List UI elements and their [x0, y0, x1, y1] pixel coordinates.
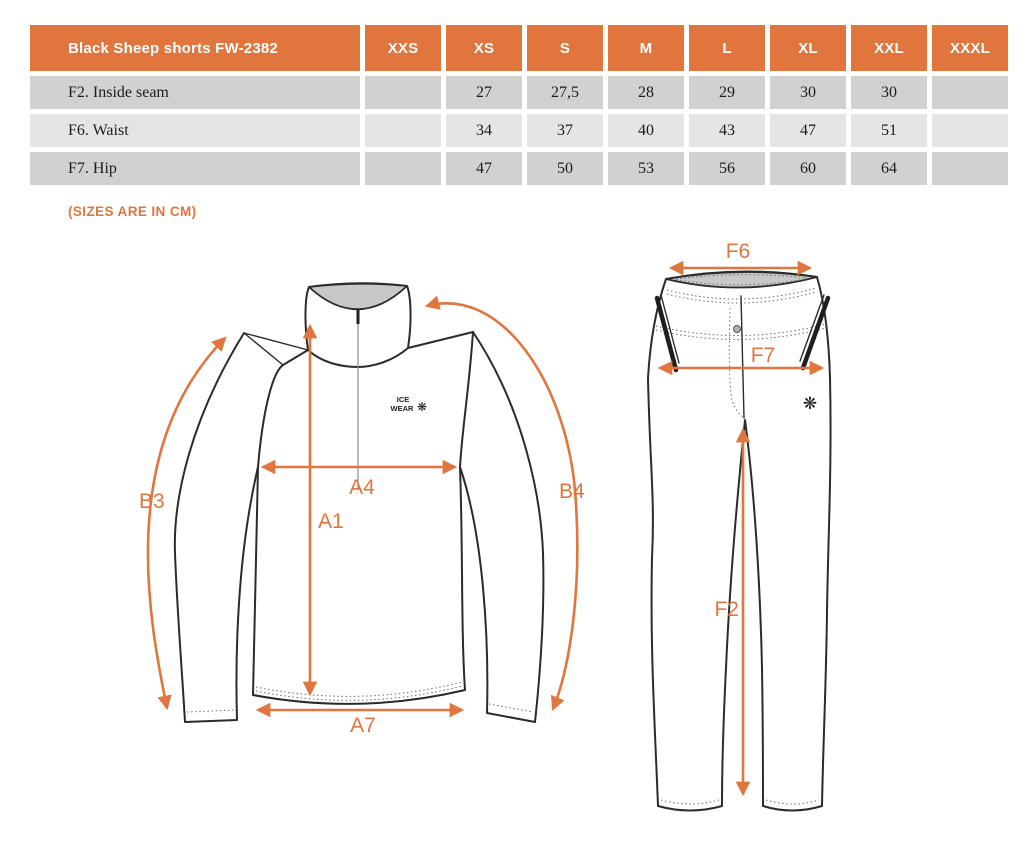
row-label-inside-seam: F2. Inside seam — [30, 76, 360, 109]
value-cell: 34 — [446, 114, 522, 147]
value-cell: 47 — [446, 152, 522, 185]
value-cell: 56 — [689, 152, 765, 185]
units-note: (SIZES ARE IN CM) — [68, 204, 197, 219]
measurement-label-a4: A4 — [349, 476, 375, 499]
value-cell — [932, 76, 1008, 109]
measurement-label-a1: A1 — [318, 510, 344, 533]
size-header-s: S — [527, 25, 603, 71]
value-cell: 50 — [527, 152, 603, 185]
size-header-xxxl: XXXL — [932, 25, 1008, 71]
shirt-body — [253, 332, 473, 704]
measurement-label-a7: A7 — [350, 714, 376, 737]
size-header-l: L — [689, 25, 765, 71]
value-cell: 37 — [527, 114, 603, 147]
value-cell — [932, 152, 1008, 185]
value-cell: 51 — [851, 114, 927, 147]
value-cell: 64 — [851, 152, 927, 185]
row-label-waist: F6. Waist — [30, 114, 360, 147]
value-cell — [365, 76, 441, 109]
value-cell: 43 — [689, 114, 765, 147]
value-cell: 28 — [608, 76, 684, 109]
row-label-hip: F7. Hip — [30, 152, 360, 185]
waist-button — [734, 326, 741, 333]
measurement-label-f7: F7 — [750, 344, 776, 367]
icewear-logo-line2: WEAR — [390, 404, 414, 413]
snowflake-icon: ❋ — [417, 400, 428, 414]
value-cell: 29 — [689, 76, 765, 109]
value-cell: 60 — [770, 152, 846, 185]
size-header-xxs: XXS — [365, 25, 441, 71]
size-header-xl: XL — [770, 25, 846, 71]
value-cell: 53 — [608, 152, 684, 185]
shirt-right-sleeve-outline — [460, 332, 543, 722]
shirt-left-sleeve-outline — [175, 333, 258, 722]
measurement-label-b4: B4 — [559, 480, 585, 503]
value-cell: 47 — [770, 114, 846, 147]
pants-diagram — [630, 238, 890, 848]
value-cell — [365, 114, 441, 147]
value-cell: 40 — [608, 114, 684, 147]
snowflake-icon: ❋ — [802, 394, 818, 413]
icewear-logo-line1: ICE — [396, 395, 410, 404]
measurement-label-b3: B3 — [139, 490, 165, 513]
value-cell: 30 — [770, 76, 846, 109]
size-header-xxl: XXL — [851, 25, 927, 71]
size-header-m: M — [608, 25, 684, 71]
measurement-label-f2: F2 — [714, 598, 739, 621]
product-title-cell: Black Sheep shorts FW-2382 — [30, 25, 360, 71]
measurement-label-f6: F6 — [725, 240, 751, 263]
value-cell: 27,5 — [527, 76, 603, 109]
value-cell — [932, 114, 1008, 147]
shirt-diagram — [105, 260, 605, 790]
size-table — [30, 25, 1008, 185]
value-cell — [365, 152, 441, 185]
size-header-xs: XS — [446, 25, 522, 71]
value-cell: 30 — [851, 76, 927, 109]
value-cell: 27 — [446, 76, 522, 109]
